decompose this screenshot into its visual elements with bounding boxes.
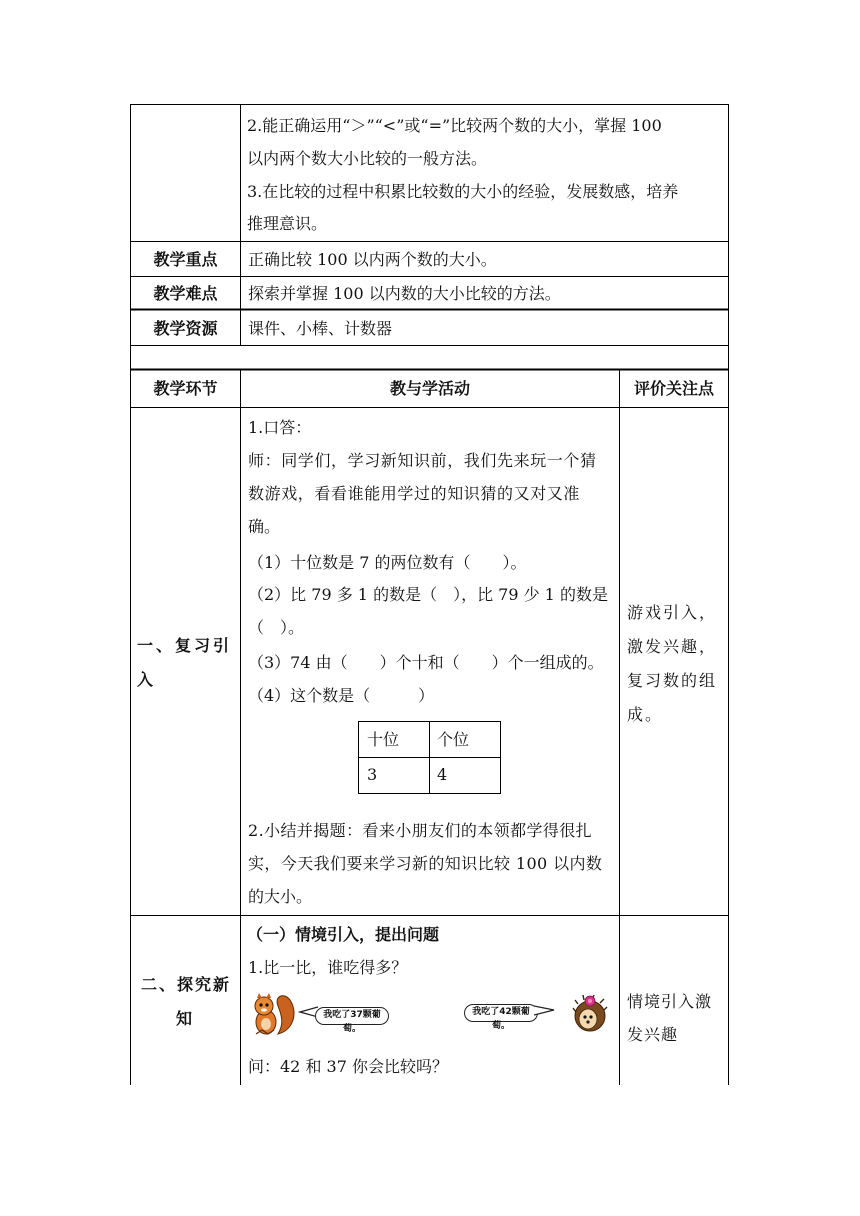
place-table-header-ones: 个位 bbox=[437, 730, 470, 749]
section1-evaluation-line: 激发兴趣， bbox=[627, 637, 718, 656]
bubble-right: 我吃了42颗葡萄。 bbox=[464, 1004, 538, 1022]
section2-evaluation-line: 情境引入激 bbox=[627, 992, 713, 1011]
section1-summary-line: 实，今天我们要来学习新的知识比较 100 以内数 bbox=[248, 854, 603, 873]
bubble-right-tail bbox=[534, 1003, 556, 1017]
difficulty-label: 教学难点 bbox=[153, 284, 218, 303]
section1-line: 1.口答： bbox=[248, 418, 312, 437]
header-evaluation: 评价关注点 bbox=[633, 379, 714, 398]
section1-line: （2）比 79 多 1 的数是（ ），比 79 少 1 的数是 bbox=[248, 585, 608, 604]
section1-summary-line: 的大小。 bbox=[248, 887, 313, 906]
section1-stage-line2: 入 bbox=[137, 670, 154, 689]
section1-summary-line: 2.小结并揭题：看来小朋友们的本领都学得很扎 bbox=[248, 821, 593, 840]
section1-line: 确。 bbox=[248, 517, 281, 536]
resources-label: 教学资源 bbox=[153, 319, 218, 338]
section1-line: 师：同学们，学习新知识前，我们先来玩一个猜 bbox=[248, 451, 597, 470]
section2-stage-line2: 知 bbox=[176, 1009, 193, 1028]
section1-stage-line1: 一、复习引 bbox=[137, 636, 233, 655]
section1-line: （3）74 由（ ）个十和（ ）个一组成的。 bbox=[248, 653, 604, 672]
section1-evaluation-line: 复习数的组 bbox=[627, 671, 718, 690]
header-stage: 教学环节 bbox=[153, 379, 218, 398]
section1-line: （1）十位数是 7 的两位数有（ ）。 bbox=[248, 553, 527, 572]
section2-subtitle: （一）情境引入，提出问题 bbox=[247, 925, 440, 944]
squirrel-illustration bbox=[248, 990, 300, 1040]
section1-line: 数游戏，看看谁能用学过的知识猜的又对又准 bbox=[248, 484, 581, 503]
section1-line: （ ）。 bbox=[248, 618, 305, 637]
objective-3-line-2: 推理意识。 bbox=[247, 214, 328, 233]
resources-value: 课件、小棒、计数器 bbox=[248, 319, 393, 338]
section1-evaluation-line: 游戏引入， bbox=[627, 603, 718, 622]
header-activity: 教与学活动 bbox=[389, 379, 470, 398]
section2-evaluation-line: 发兴趣 bbox=[627, 1025, 679, 1044]
section1-line: （4）这个数是（ ） bbox=[248, 686, 435, 705]
place-table-header-tens: 十位 bbox=[367, 730, 400, 749]
objective-3-line-1: 3.在比较的过程中积累比较数的大小的经验，发展数感，培养 bbox=[247, 182, 679, 201]
section2-stage-line1: 二、探究新 bbox=[141, 975, 232, 994]
section1-evaluation-line: 成。 bbox=[627, 705, 664, 724]
section2-question: 问：42 和 37 你会比较吗？ bbox=[248, 1057, 448, 1076]
objective-2-line-1: 2.能正确运用“＞”“<”或“=”比较两个数的大小，掌握 100 bbox=[247, 116, 662, 135]
key-point-label: 教学重点 bbox=[153, 250, 218, 269]
difficulty-value: 探索并掌握 100 以内数的大小比较的方法。 bbox=[248, 284, 561, 303]
objective-2-line-2: 以内两个数大小比较的一般方法。 bbox=[247, 149, 488, 168]
place-table-value-tens: 3 bbox=[367, 765, 378, 784]
key-point-value: 正确比较 100 以内两个数的大小。 bbox=[248, 250, 497, 269]
section2-question-1: 1.比一比，谁吃得多？ bbox=[248, 958, 408, 977]
bubble-left: 我吃了37颗葡萄。 bbox=[315, 1007, 389, 1025]
place-table-value-ones: 4 bbox=[437, 765, 448, 784]
hedgehog-illustration bbox=[572, 992, 608, 1034]
